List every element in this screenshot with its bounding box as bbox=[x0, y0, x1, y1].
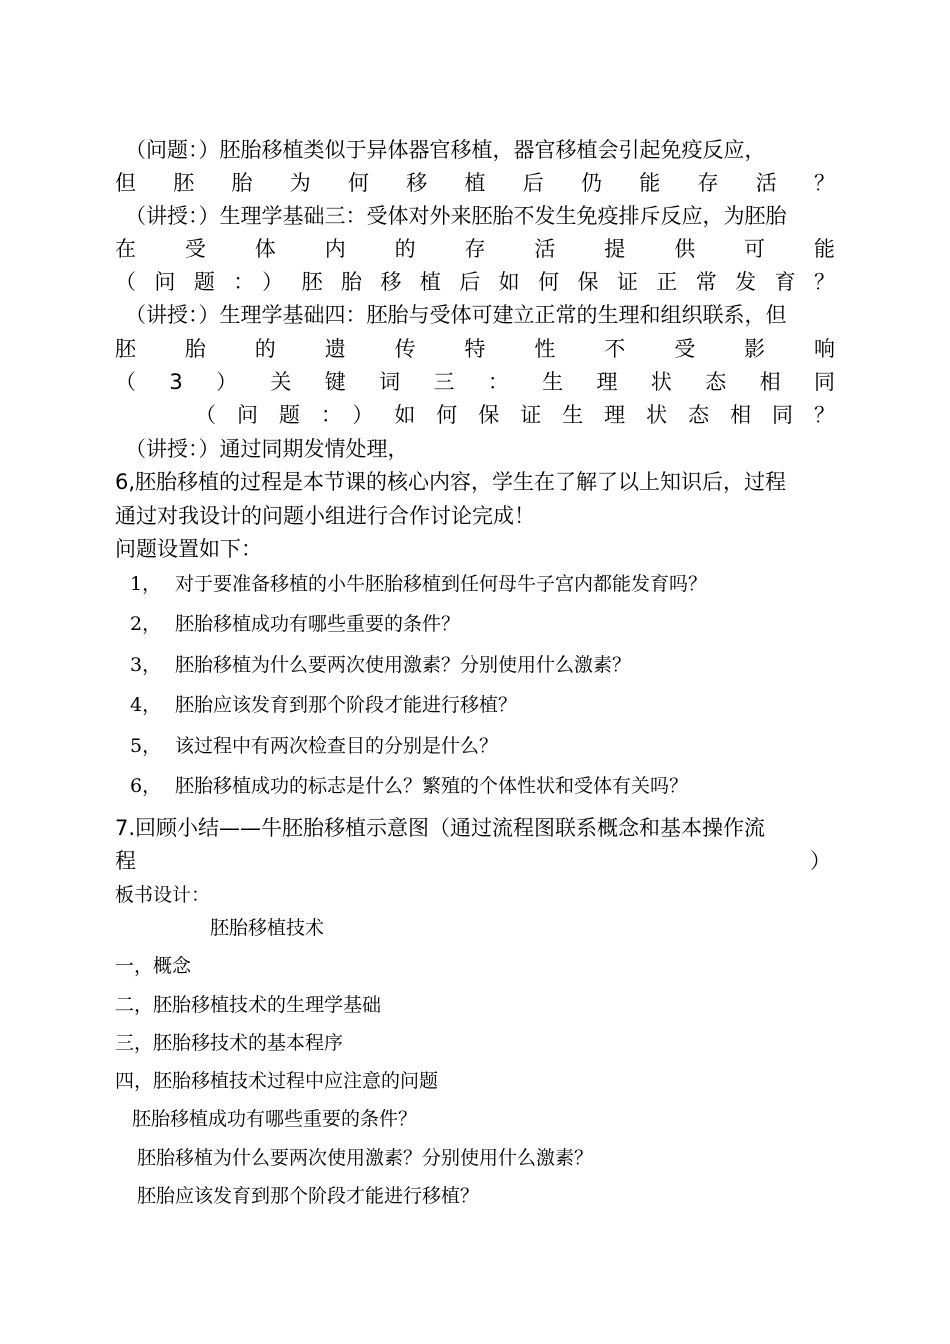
question-number: 4， bbox=[130, 694, 162, 716]
question-item bbox=[130, 690, 517, 720]
board-item: 二，胚胎移植技术的生理学基础 bbox=[115, 994, 382, 1016]
board-item: 四，胚胎移植技术过程中应注意的问题 bbox=[115, 1070, 439, 1092]
board-sub-item: 胚胎移植为什么要两次使用激素？分别使用什么激素？ bbox=[137, 1147, 594, 1169]
question-text: 胚胎移植为什么要两次使用激素？分别使用什么激素？ bbox=[175, 654, 632, 676]
board-sub-item: 胚胎应该发育到那个阶段才能进行移植？ bbox=[137, 1185, 480, 1207]
board-item: 一，概念 bbox=[115, 955, 192, 977]
question-text: 胚胎移植成功有哪些重要的条件？ bbox=[175, 613, 461, 635]
question-number: 5， bbox=[130, 735, 162, 757]
section6-line2: 通过对我设计的问题小组进行合作讨论完成！ bbox=[115, 504, 535, 528]
dialogue-line: （问题：）如何保证生理状态相同？ bbox=[195, 403, 835, 427]
question-number: 2， bbox=[130, 613, 162, 635]
question-text: 胚胎移植成功的标志是什么？繁殖的个体性状和受体有关吗？ bbox=[175, 775, 689, 797]
board-item: 三，胚胎移技术的基本程序 bbox=[115, 1032, 344, 1054]
dialogue-line: （讲授：）生理学基础三：受体对外来胚胎不发生免疫排斥反应，为胚胎 bbox=[125, 204, 787, 228]
board-sub-item: 胚胎移植成功有哪些重要的条件？ bbox=[132, 1108, 418, 1130]
section6-line1: 6,胚胎移植的过程是本节课的核心内容，学生在了解了以上知识后，过程 bbox=[115, 470, 787, 494]
dialogue-line: （问题：）胚胎移植后如何保证正常发育？ bbox=[115, 270, 835, 294]
question-number: 6， bbox=[130, 775, 162, 797]
dialogue-line: 胚胎的遗传特性不受影响 bbox=[115, 337, 835, 361]
question-text: 对于要准备移植的小牛胚胎移植到任何母牛子宫内都能发育吗？ bbox=[175, 573, 708, 595]
question-number: 1， bbox=[130, 573, 162, 595]
question-number: 3， bbox=[130, 654, 162, 676]
dialogue-line: （3）关键词三：生理状态相同 bbox=[115, 370, 835, 394]
question-text: 该过程中有两次检查目的分别是什么？ bbox=[175, 735, 499, 757]
question-text: 胚胎应该发育到那个阶段才能进行移植？ bbox=[175, 694, 518, 716]
dialogue-line: （讲授：）通过同期发情处理， bbox=[125, 437, 409, 461]
question-item bbox=[130, 771, 688, 801]
dialogue-line: 在受体内的存活提供可能 bbox=[115, 237, 835, 261]
dialogue-line: （问题：）胚胎移植类似于异体器官移植，器官移植会引起免疫反应， bbox=[125, 138, 766, 162]
section7-line1: 7.回顾小结——牛胚胎移植示意图（通过流程图联系概念和基本操作流 bbox=[115, 816, 766, 840]
dialogue-line: 但胚胎为何移植后仍能存活？ bbox=[115, 171, 835, 195]
question-intro: 问题设置如下： bbox=[115, 537, 262, 561]
question-item bbox=[130, 650, 631, 680]
board-title: 胚胎移植技术 bbox=[210, 917, 325, 939]
section7-closing-paren: ） bbox=[810, 849, 831, 873]
question-item bbox=[130, 569, 707, 599]
question-item bbox=[130, 731, 498, 761]
dialogue-line: （讲授：）生理学基础四：胚胎与受体可建立正常的生理和组织联系，但 bbox=[125, 303, 787, 327]
section7-line2: 程 bbox=[115, 849, 136, 873]
board-heading: 板书设计： bbox=[115, 884, 211, 906]
question-item bbox=[130, 609, 460, 639]
